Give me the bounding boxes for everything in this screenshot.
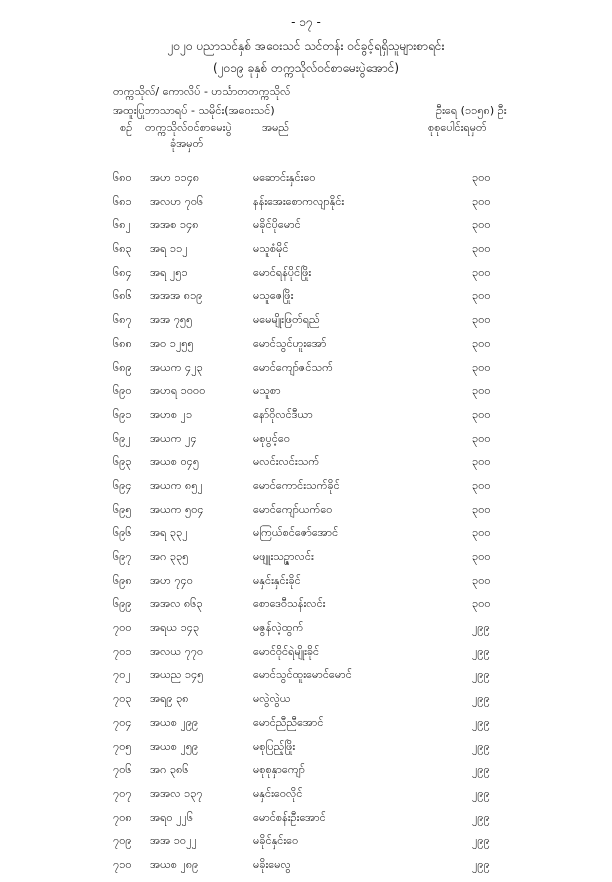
exam-number: အယက ၂၄	[150, 431, 197, 445]
student-name: မောင်သွင်ထူးမောင်မောင်	[253, 668, 352, 682]
student-name: မဆောင်းနှင်းဝေ	[253, 171, 316, 184]
total-marks: ၃၀၀	[472, 526, 491, 540]
total-marks: ၂၉၉	[472, 810, 490, 824]
row-number: ၇၀၄	[113, 715, 132, 729]
table-row	[0, 574, 612, 598]
total-marks: ၂၉၉	[472, 692, 490, 706]
page-number: - ၁၇ -	[291, 15, 321, 29]
table-row	[0, 692, 612, 716]
column-header-marks: စုစုပေါင်းရမှတ်	[428, 121, 487, 134]
table-row	[0, 834, 612, 858]
row-number: ၆၈၄	[113, 265, 132, 279]
row-number: ၆၉၉	[113, 597, 132, 611]
row-number: ၆၉၀	[113, 384, 132, 398]
total-marks: ၃၀၀	[472, 171, 491, 184]
row-number: ၆၈၇	[113, 313, 132, 327]
results-table	[0, 171, 612, 882]
row-number: ၇၀၅	[113, 739, 132, 753]
table-row	[0, 550, 612, 574]
total-marks: ၂၉၉	[472, 739, 490, 753]
exam-number: အဟ ၁၁၄၈	[150, 171, 200, 184]
table-row	[0, 787, 612, 811]
table-row	[0, 171, 612, 195]
table-row	[0, 289, 612, 313]
exam-number: အယစ ၂၉၉	[150, 715, 199, 729]
document-title: ၂၀၂၀ ပညာသင်နှစ် အဝေးသင် သင်တန်း ဝင်ခွင့်ရရှိသူများစာရင်း	[167, 39, 445, 53]
exam-number: အယစ ၀၄၅	[150, 455, 200, 469]
row-number: ၆၈၆	[113, 289, 132, 303]
total-marks: ၃၀၀	[472, 573, 491, 587]
row-number: ၇၀၂	[113, 668, 131, 682]
student-name: မောင်ကျော်ယက်ဝေ	[253, 502, 333, 516]
total-marks: ၂၉၉	[472, 644, 490, 658]
total-marks: ၂၉၉	[472, 763, 490, 777]
exam-number: အဟစ ၂၁	[150, 407, 193, 421]
total-marks: ၃၀၀	[472, 265, 491, 279]
exam-number: အလယ ၇၇၀	[150, 644, 204, 658]
exam-number: အရ ၁၁၂	[150, 242, 188, 256]
total-marks: ၂၉၉	[472, 834, 490, 848]
total-count: ဦးရေ (၁၁၅၈) ဦး	[436, 104, 507, 117]
row-number: ၇၀၆	[113, 763, 132, 777]
exam-number: အယည ၁၄၅	[150, 668, 204, 682]
total-marks: ၃၀၀	[472, 313, 491, 327]
total-marks: ၃၀၀	[472, 360, 491, 374]
table-row	[0, 218, 612, 242]
exam-number: အဂ ၃၃၅	[150, 550, 189, 563]
total-marks: ၃၀၀	[472, 336, 491, 350]
exam-number: အယက ၅၀၄	[150, 502, 204, 516]
exam-number: အယစ ၂၅၉	[150, 739, 199, 753]
university-heading: တက္ကသိုလ်/ ကောလိပ် - ဟင်္သာတတက္ကသိုလ်	[113, 85, 291, 98]
total-marks: ၃၀၀	[472, 478, 491, 492]
table-row	[0, 645, 612, 669]
student-name: မသူစံမိုင်	[253, 242, 289, 256]
row-number: ၇၀၉	[113, 834, 132, 848]
row-number: ၆၈၉	[113, 360, 132, 374]
exam-number: အဟရ ၁၀၀၀	[150, 384, 206, 398]
student-name: နန်းအေးစောကလျာနိုင်း	[253, 194, 345, 208]
student-name: မမေမျိုးဖြတ်ရည်	[253, 313, 320, 327]
student-name: မောင်ဝိုင်ရဲမျိုးခိုင်	[253, 644, 320, 658]
student-name: မသူစာ	[253, 384, 281, 398]
row-number: ၆၈၂	[113, 218, 131, 232]
exam-number: အရယ ၁၄၃	[150, 621, 200, 635]
exam-number: အဝ ၁၂၅၅	[150, 336, 194, 350]
total-marks: ၃၀၀	[472, 502, 491, 516]
document-subtitle: (၂၀၁၉ ခုနှစ် တက္ကသိုလ်ဝင်စာမေးပွဲအောင်)	[212, 61, 400, 75]
total-marks: ၂၉၉	[472, 715, 490, 729]
row-number: ၆၈၈	[113, 336, 132, 350]
row-number: ၇၁၀	[113, 857, 132, 871]
exam-number: အယက ၈၅၂	[150, 478, 203, 492]
student-name: မောင်သွင်ဟူးအော်	[253, 336, 327, 350]
total-marks: ၃၀၀	[472, 431, 491, 445]
row-number: ၆၉၆	[113, 526, 132, 540]
row-number: ၇၀၃	[113, 692, 132, 706]
major-heading: အထူးပြုဘာသာရပ် - သမိုင်း(အဝေးသင်)	[113, 104, 275, 117]
student-name: မဖျူးသဥ္ဇာလင်း	[253, 550, 314, 563]
student-name: မနှင်းနှင်းခိုင်	[253, 573, 301, 587]
total-marks: ၃၀၀	[472, 407, 491, 421]
total-marks: ၂၉၉	[472, 857, 490, 871]
total-marks: ၃၀၀	[472, 550, 491, 563]
table-row	[0, 716, 612, 740]
exam-number: အရ၉ ၃၈	[150, 692, 189, 706]
student-name: မလွဲလွဲယ	[253, 692, 291, 706]
exam-number: အဟ ၇၄၀	[150, 573, 193, 587]
row-number: ၆၈၃	[113, 242, 132, 256]
table-row	[0, 313, 612, 337]
row-number: ၆၈၁	[113, 194, 132, 208]
column-header-exam-number: တက္ကသိုလ်ဝင်စာမေးပွဲ	[145, 121, 232, 134]
column-header-name: အမည်	[262, 121, 290, 134]
total-marks: ၃၀၀	[472, 384, 491, 398]
student-name: မကြယ်စင်ဇော်အောင်	[253, 526, 339, 540]
student-name: မခိုးမေလွ	[253, 857, 291, 871]
student-name: မောင်ကောင်းသက်ခိုင်	[253, 478, 340, 492]
student-name: မောင်စန်းဦးအောင်	[253, 810, 326, 824]
table-row	[0, 526, 612, 550]
table-row	[0, 668, 612, 692]
table-row	[0, 858, 612, 882]
student-name: မစုစုနှာကျော်	[253, 763, 305, 777]
table-row	[0, 432, 612, 456]
row-number: ၆၉၇	[113, 550, 132, 563]
row-number: ၆၉၂	[113, 431, 131, 445]
student-name: မနှင်းဝေလိုင်	[253, 786, 303, 800]
exam-number: အအလ ၈၆၃	[150, 597, 203, 611]
total-marks: ၃၀၀	[472, 597, 491, 611]
table-row	[0, 455, 612, 479]
table-row	[0, 763, 612, 787]
exam-number: အယက ၄၂၃	[150, 360, 203, 374]
table-row	[0, 361, 612, 385]
row-number: ၇၀၀	[113, 621, 132, 635]
total-marks: ၃၀၀	[472, 194, 491, 208]
table-row	[0, 266, 612, 290]
table-row	[0, 195, 612, 219]
row-number: ၆၈၀	[113, 171, 132, 184]
student-name: မောင်ရန်ပိုင်ဖြိုး	[253, 265, 312, 279]
exam-number: အအလ ၁၃၇	[150, 786, 203, 800]
total-marks: ၂၉၉	[472, 786, 490, 800]
table-row	[0, 621, 612, 645]
student-name: စောဒေဝီသန်းလင်း	[253, 597, 326, 611]
total-marks: ၂၉၉	[472, 621, 490, 635]
exam-number: အအ ၁၀၂၂	[150, 834, 197, 848]
exam-number: အဂ ၃၈၆	[150, 763, 189, 777]
column-header-no: စဉ်	[120, 121, 133, 134]
table-row	[0, 337, 612, 361]
row-number: ၆၉၄	[113, 478, 132, 492]
table-row	[0, 479, 612, 503]
exam-number: အရ ၂၅၁	[150, 265, 188, 279]
table-row	[0, 503, 612, 527]
row-number: ၆၉၃	[113, 455, 132, 469]
exam-number: အယစ ၂၈၉	[150, 857, 199, 871]
total-marks: ၃၀၀	[472, 455, 491, 469]
student-name: မသူဇေဖြိုး	[253, 289, 294, 303]
table-row	[0, 811, 612, 835]
student-name: နော်ဝိုလင်ဒီယာ	[253, 407, 313, 421]
exam-number: အရ ၃၃၂	[150, 526, 188, 540]
exam-number: အအအ ၈၁၉	[150, 289, 203, 303]
exam-number: အအ ၇၅၅	[150, 313, 193, 327]
student-name: မခိုင်ပိုမောင်	[253, 218, 301, 232]
table-row	[0, 242, 612, 266]
student-name: မလင်းလင်းသက်	[253, 455, 320, 469]
table-row	[0, 597, 612, 621]
total-marks: ၂၉၉	[472, 668, 490, 682]
row-number: ၇၀၇	[113, 786, 132, 800]
student-name: မစုပြည့်ဖြိုး	[253, 739, 296, 753]
student-name: မောင်ကျော်ဇင်သက်	[253, 360, 333, 374]
exam-number: အအစ ၁၄၈	[150, 218, 199, 232]
student-name: မစုပွင့်ဝေ	[253, 431, 290, 445]
exam-number: အလဟ ၇၀၆	[150, 194, 204, 208]
student-name: မဇွန်လဲ့ထွက်	[253, 621, 304, 635]
student-name: မခိုင်နှင်းဝေ	[253, 834, 299, 848]
row-number: ၆၉၁	[113, 407, 132, 421]
column-header-exam-number-line2: ခုံအမှတ်	[170, 137, 204, 150]
row-number: ၇၀၈	[113, 810, 132, 824]
total-marks: ၃၀၀	[472, 242, 491, 256]
row-number: ၆၉၈	[113, 573, 132, 587]
total-marks: ၃၀၀	[472, 289, 491, 303]
student-name: မောင်ညီညီအောင်	[253, 715, 324, 729]
total-marks: ၃၀၀	[472, 218, 491, 232]
exam-number: အရ၀ ၂၂၆	[150, 810, 194, 824]
table-row	[0, 740, 612, 764]
table-row	[0, 384, 612, 408]
table-row	[0, 408, 612, 432]
row-number: ၇၀၁	[113, 644, 132, 658]
row-number: ၆၉၅	[113, 502, 132, 516]
